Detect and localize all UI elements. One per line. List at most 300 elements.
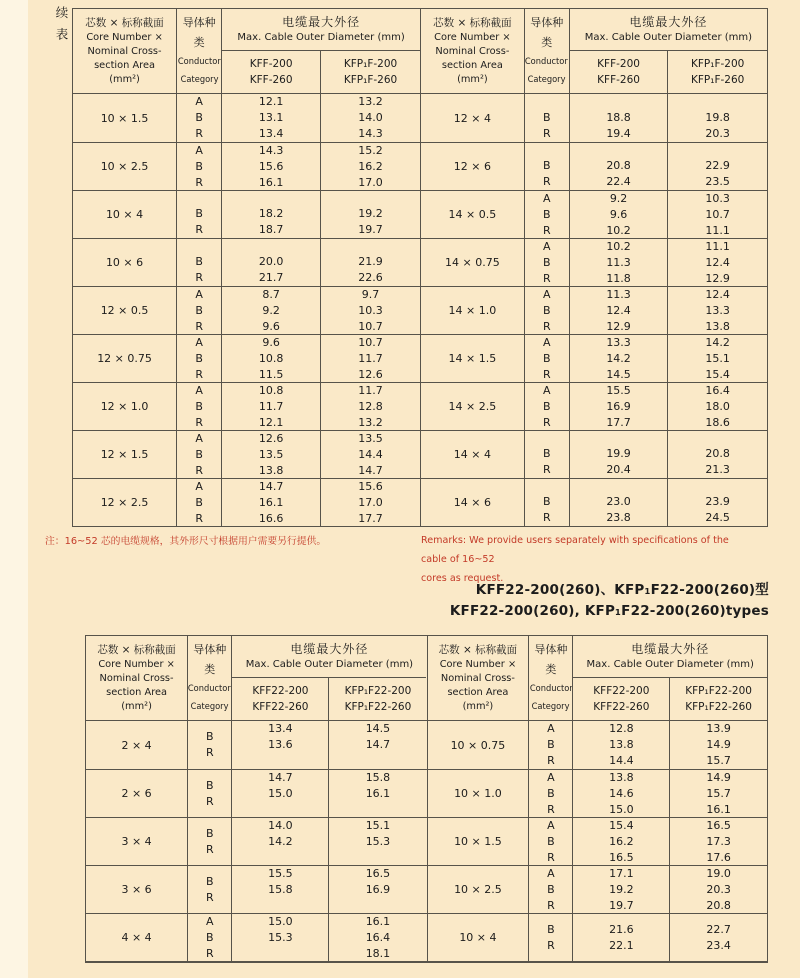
value-stack — [222, 143, 320, 190]
category-stack — [188, 866, 231, 913]
category-line: R — [195, 464, 203, 477]
table-header — [428, 636, 768, 721]
core-section-header-line: 芯数 × 标称截面 — [97, 643, 176, 656]
model-name: KFF-260 — [249, 74, 293, 86]
category-line: R — [542, 224, 551, 237]
core-section-header-line: Nominal Cross- — [99, 672, 174, 684]
value-line: 15.1 — [705, 352, 730, 365]
value-line: 12.4 — [705, 288, 730, 301]
category-line: B — [547, 835, 555, 848]
value-stack — [222, 239, 320, 286]
category-cell — [525, 431, 570, 478]
value-stack — [232, 866, 328, 913]
category-line: R — [205, 890, 214, 904]
value-line: 9.6 — [262, 336, 280, 349]
category-stack — [525, 191, 569, 238]
value-stack — [232, 721, 328, 769]
value-line: 11.1 — [705, 224, 730, 237]
category-line: B — [543, 159, 551, 172]
value-line: 12.9 — [705, 272, 730, 285]
value-line: 12.8 — [358, 400, 383, 413]
value-line: 22.7 — [706, 922, 731, 936]
model-name: KFP₁F22-200 — [344, 685, 412, 697]
core-section-header-line: Nominal Cross- — [440, 672, 515, 684]
table-row — [73, 334, 420, 382]
model-name: KFP₁F22-260 — [344, 701, 412, 713]
value-stack — [570, 143, 668, 190]
value-line: 22.9 — [705, 159, 730, 172]
core-section-header-line: 芯数 × 标称截面 — [85, 16, 164, 29]
value-cell — [232, 770, 329, 817]
value-line: 14.7 — [358, 464, 383, 477]
value-cell — [321, 431, 420, 478]
value-line: 10.2 — [606, 224, 631, 237]
value-stack — [222, 383, 320, 430]
value-line: 21.3 — [705, 463, 730, 476]
value-stack — [573, 914, 669, 961]
core-section-header-line: section Area — [106, 686, 168, 698]
value-line: 10.8 — [258, 352, 284, 365]
max-diameter-header-chinese: 电缆最大外径 — [290, 642, 369, 656]
category-line: R — [205, 842, 214, 856]
model-name: KFF22-200 — [252, 685, 309, 697]
value-line: 21.6 — [609, 922, 634, 936]
value-cell — [570, 431, 669, 478]
category-cell — [188, 914, 232, 961]
conductor-category-header-line: 类 — [541, 36, 553, 50]
value-line: 14.2 — [606, 352, 631, 365]
core-section-header-cell — [428, 636, 530, 720]
value-stack — [329, 770, 426, 817]
category-line: A — [543, 192, 551, 205]
value-line: 19.7 — [358, 223, 383, 236]
value-cell — [668, 383, 767, 430]
table-row — [86, 817, 427, 865]
model-name: KFF-200 — [597, 58, 640, 70]
value-line: 13.1 — [258, 111, 284, 124]
value-line: 19.7 — [609, 899, 634, 912]
value-line: 16.1 — [365, 787, 391, 800]
category-stack — [529, 721, 572, 769]
category-line: A — [195, 480, 203, 493]
continued-table-label: 续表 — [54, 6, 69, 49]
model-header-cell — [329, 678, 426, 720]
category-line: B — [543, 208, 551, 221]
value-line: 17.7 — [606, 416, 631, 429]
category-cell — [177, 383, 222, 430]
category-line: B — [547, 738, 555, 751]
value-line: 14.4 — [609, 754, 634, 767]
value-cell — [222, 383, 321, 430]
category-stack — [529, 818, 572, 865]
value-line: 23.8 — [606, 511, 631, 524]
value-line: 16.9 — [365, 883, 391, 896]
value-line: 13.8 — [609, 771, 634, 784]
spec-cell: 12 × 1.5 — [73, 431, 177, 478]
max-diameter-header-title — [222, 9, 420, 51]
page-edge-strip — [0, 0, 28, 978]
table-row — [421, 478, 767, 526]
value-cell — [321, 479, 420, 526]
value-line: 13.5 — [358, 432, 383, 445]
category-line: R — [547, 754, 555, 767]
value-line: 12.9 — [606, 320, 631, 333]
table-row — [86, 721, 427, 769]
model-name: KFP₁F-260 — [343, 74, 398, 86]
table-half — [73, 9, 420, 526]
category-line: B — [205, 931, 214, 944]
value-cell — [232, 866, 329, 913]
value-line: 12.8 — [609, 722, 634, 735]
category-stack — [177, 191, 221, 238]
core-section-header-line: Nominal Cross- — [435, 45, 510, 57]
conductor-category-header-line: 导体种 — [534, 643, 568, 657]
value-line: 13.8 — [705, 320, 730, 333]
value-line: 15.6 — [258, 160, 284, 173]
spec-cell: 10 × 1.5 — [73, 94, 177, 142]
value-cell — [321, 94, 420, 142]
table-row — [421, 238, 767, 286]
value-line: 12.1 — [258, 95, 284, 108]
value-line: 17.0 — [358, 496, 383, 509]
spec-cell: 14 × 0.75 — [421, 239, 525, 286]
core-section-header-line: Core Number × — [434, 31, 511, 43]
model-header-cell — [570, 51, 669, 93]
value-line: 15.4 — [705, 368, 730, 381]
value-cell — [321, 383, 420, 430]
category-cell — [188, 818, 232, 865]
category-line: B — [547, 883, 555, 896]
conductor-category-header-line: Category — [190, 701, 229, 712]
category-line: R — [205, 947, 214, 960]
value-line: 14.0 — [268, 819, 293, 832]
category-line: R — [205, 794, 214, 808]
value-line: 17.6 — [706, 851, 731, 864]
conductor-category-header-cell — [188, 636, 232, 720]
core-section-header-cell — [73, 9, 177, 93]
value-cell — [222, 94, 321, 142]
value-line: 9.6 — [609, 208, 628, 221]
value-cell — [232, 818, 329, 865]
table-row — [428, 721, 768, 769]
category-line: R — [542, 320, 551, 333]
value-line: 14.7 — [268, 771, 293, 784]
category-stack — [177, 287, 221, 334]
value-line: 10.7 — [358, 336, 383, 349]
value-cell — [670, 818, 767, 865]
value-line: 16.9 — [606, 400, 631, 413]
value-line: 15.3 — [365, 835, 391, 848]
category-stack — [529, 914, 572, 961]
spec-cell: 2 × 6 — [86, 770, 188, 817]
core-section-header-line: (mm²) — [457, 73, 488, 85]
value-cell — [668, 335, 767, 382]
table-row — [73, 430, 420, 478]
value-line: 11.5 — [258, 368, 284, 381]
value-stack — [573, 721, 669, 769]
max-diameter-header — [232, 636, 426, 720]
value-cell — [222, 143, 321, 190]
model-name: KFF22-200 — [593, 685, 650, 697]
value-line: 13.3 — [705, 304, 730, 317]
category-cell — [525, 239, 570, 286]
value-line: 16.1 — [365, 915, 391, 928]
value-line: 14.4 — [358, 448, 383, 461]
value-stack — [670, 914, 767, 961]
value-cell — [668, 479, 767, 526]
core-section-header-line: section Area — [441, 59, 503, 71]
category-cell — [529, 770, 573, 817]
value-line: 18.7 — [258, 223, 284, 236]
value-line: 19.8 — [705, 111, 730, 124]
category-line: B — [543, 495, 551, 508]
value-stack — [668, 287, 767, 334]
core-section-header-line: 芯数 × 标称截面 — [438, 643, 518, 656]
value-stack — [321, 335, 420, 382]
table-row — [73, 94, 420, 142]
category-line: B — [195, 304, 203, 317]
spec-cell: 12 × 6 — [421, 143, 525, 190]
core-section-header-line: section Area — [447, 686, 509, 698]
category-stack — [525, 143, 569, 190]
value-line: 13.5 — [258, 448, 284, 461]
conductor-category-header-line: 类 — [545, 663, 557, 677]
value-cell — [222, 287, 321, 334]
value-stack — [570, 335, 668, 382]
value-cell — [222, 335, 321, 382]
value-line: 15.7 — [706, 787, 731, 800]
category-cell — [177, 239, 222, 286]
value-line: 12.1 — [258, 416, 284, 429]
category-cell — [177, 143, 222, 190]
value-line: 19.2 — [358, 207, 383, 220]
spec-cell: 10 × 0.75 — [428, 721, 530, 769]
section-title — [450, 580, 769, 622]
category-line: R — [195, 176, 203, 189]
value-line: 16.1 — [258, 176, 284, 189]
table-row — [421, 94, 767, 142]
value-cell — [570, 479, 669, 526]
category-line: R — [547, 803, 555, 816]
max-diameter-header-english: Max. Cable Outer Diameter (mm) — [245, 659, 414, 670]
category-line: A — [547, 819, 555, 832]
category-line: A — [195, 336, 203, 349]
value-cell — [570, 143, 669, 190]
value-cell — [222, 239, 321, 286]
core-section-header-line: (mm²) — [121, 700, 152, 712]
category-stack — [177, 431, 221, 478]
value-line: 21.9 — [358, 255, 383, 268]
conductor-category-header-cell — [529, 636, 573, 720]
table-row — [73, 478, 420, 526]
value-line: 16.1 — [258, 496, 284, 509]
category-stack — [529, 770, 572, 817]
category-stack — [177, 94, 221, 142]
value-cell — [329, 770, 426, 817]
category-line: A — [195, 432, 203, 445]
category-line: B — [205, 730, 214, 743]
value-line: 14.2 — [705, 336, 730, 349]
value-cell — [668, 143, 767, 190]
category-stack — [188, 914, 231, 961]
model-header-cell — [573, 678, 670, 720]
table-row — [428, 913, 768, 961]
category-line: R — [195, 320, 203, 333]
category-line: A — [543, 240, 551, 253]
max-diameter-header-english: Max. Cable Outer Diameter (mm) — [584, 32, 753, 43]
conductor-category-header-line: 类 — [204, 663, 216, 677]
category-stack — [525, 383, 569, 430]
value-stack — [222, 479, 320, 526]
value-line: 22.4 — [606, 175, 631, 188]
value-cell — [329, 866, 426, 913]
conductor-category-header-cell — [177, 9, 222, 93]
category-line: R — [542, 511, 551, 524]
value-line: 14.7 — [365, 738, 391, 751]
spec-cell: 3 × 4 — [86, 818, 188, 865]
value-stack — [321, 431, 420, 478]
model-name: KFP₁F22-200 — [685, 685, 752, 697]
value-stack — [668, 479, 767, 526]
value-cell — [668, 239, 767, 286]
category-line: A — [195, 384, 203, 397]
value-line: 14.2 — [268, 835, 293, 848]
value-cell — [670, 770, 767, 817]
value-line: 9.2 — [262, 304, 280, 317]
value-stack — [321, 191, 420, 238]
category-line: R — [195, 127, 203, 140]
spec-cell: 12 × 4 — [421, 94, 525, 142]
model-header-row — [573, 678, 767, 720]
table-row — [421, 430, 767, 478]
category-line: A — [547, 867, 555, 880]
category-line: B — [195, 496, 203, 509]
max-diameter-header-english: Max. Cable Outer Diameter (mm) — [586, 659, 754, 670]
value-stack — [570, 191, 668, 238]
category-line: A — [195, 288, 203, 301]
spec-cell: 10 × 1.5 — [428, 818, 530, 865]
core-section-header-line: 芯数 × 标称截面 — [433, 16, 512, 29]
max-diameter-header — [573, 636, 767, 720]
value-line: 11.3 — [606, 256, 631, 269]
category-line: B — [195, 111, 203, 124]
value-line: 20.3 — [705, 127, 730, 140]
model-name: KFP₁F-200 — [691, 58, 745, 70]
max-diameter-header — [570, 9, 767, 93]
table-row — [428, 865, 768, 913]
value-stack — [321, 94, 420, 142]
value-cell — [329, 721, 426, 769]
category-line: B — [543, 400, 551, 413]
model-name: KFF22-260 — [252, 701, 309, 713]
category-line: R — [195, 368, 203, 381]
model-name: KFF-200 — [249, 58, 293, 70]
category-cell — [525, 191, 570, 238]
category-line: B — [195, 400, 203, 413]
category-line: B — [195, 255, 203, 268]
value-line: 15.0 — [268, 787, 293, 800]
value-stack — [329, 914, 426, 961]
value-stack — [232, 770, 328, 817]
category-stack — [188, 770, 231, 817]
value-cell — [321, 239, 420, 286]
category-stack — [177, 383, 221, 430]
table-half — [86, 636, 427, 961]
value-line: 10.3 — [358, 304, 383, 317]
value-line: 15.1 — [365, 819, 391, 832]
value-cell — [668, 287, 767, 334]
value-line: 11.1 — [705, 240, 730, 253]
value-stack — [321, 239, 420, 286]
category-line: B — [195, 448, 203, 461]
value-line: 13.4 — [268, 722, 293, 735]
value-line: 18.6 — [705, 416, 730, 429]
category-line: B — [543, 352, 551, 365]
note-english-line1: Remarks: We provide users separately with specifications of the cable of 16~52 — [421, 535, 729, 565]
spec-cell: 14 × 0.5 — [421, 191, 525, 238]
value-line: 15.3 — [268, 931, 293, 944]
value-line: 14.5 — [365, 722, 391, 735]
max-diameter-header-title — [232, 636, 426, 678]
spec-cell: 14 × 1.0 — [421, 287, 525, 334]
table-row — [73, 382, 420, 430]
category-stack — [525, 94, 569, 142]
core-section-header-line: Core Number × — [86, 31, 163, 43]
spec-cell: 12 × 1.0 — [73, 383, 177, 430]
category-stack — [177, 479, 221, 526]
value-line: 23.0 — [606, 495, 631, 508]
category-cell — [177, 479, 222, 526]
conductor-category-header-line: Conductor — [529, 683, 573, 694]
model-header-row — [222, 51, 420, 93]
note-chinese: 注：16~52 芯的电缆规格，其外形尺寸根据用户需要另行提供。 — [45, 536, 327, 547]
value-cell — [670, 721, 767, 769]
value-cell — [668, 94, 767, 142]
value-line: 12.4 — [606, 304, 631, 317]
value-line: 13.3 — [606, 336, 631, 349]
spec-cell: 14 × 2.5 — [421, 383, 525, 430]
value-stack — [222, 94, 320, 142]
value-line: 10.7 — [358, 320, 383, 333]
value-line: 16.4 — [705, 384, 730, 397]
value-cell — [668, 431, 767, 478]
value-cell — [570, 335, 669, 382]
spec-cell: 10 × 2.5 — [73, 143, 177, 190]
value-cell — [570, 94, 669, 142]
category-line: R — [195, 512, 203, 525]
value-line: 16.2 — [609, 835, 634, 848]
value-line: 24.5 — [705, 511, 730, 524]
conductor-category-header-line: Conductor — [525, 56, 569, 67]
value-line: 20.8 — [706, 899, 731, 912]
core-section-header-cell — [421, 9, 525, 93]
category-stack — [525, 431, 569, 478]
category-stack — [529, 866, 572, 913]
section-title-chinese: KFF22-200(260)、KFP₁F22-200(260)型 — [475, 582, 769, 598]
category-cell — [525, 94, 570, 142]
value-line: 19.2 — [609, 883, 634, 896]
category-cell — [525, 479, 570, 526]
value-line: 14.3 — [258, 144, 284, 157]
category-line: B — [205, 826, 214, 840]
value-stack — [329, 721, 426, 769]
value-line: 10.2 — [606, 240, 631, 253]
spec-cell: 14 × 4 — [421, 431, 525, 478]
category-line: A — [206, 915, 214, 928]
value-line: 18.1 — [365, 947, 391, 960]
table-row — [421, 286, 767, 334]
core-section-header-line: Nominal Cross- — [87, 45, 162, 57]
